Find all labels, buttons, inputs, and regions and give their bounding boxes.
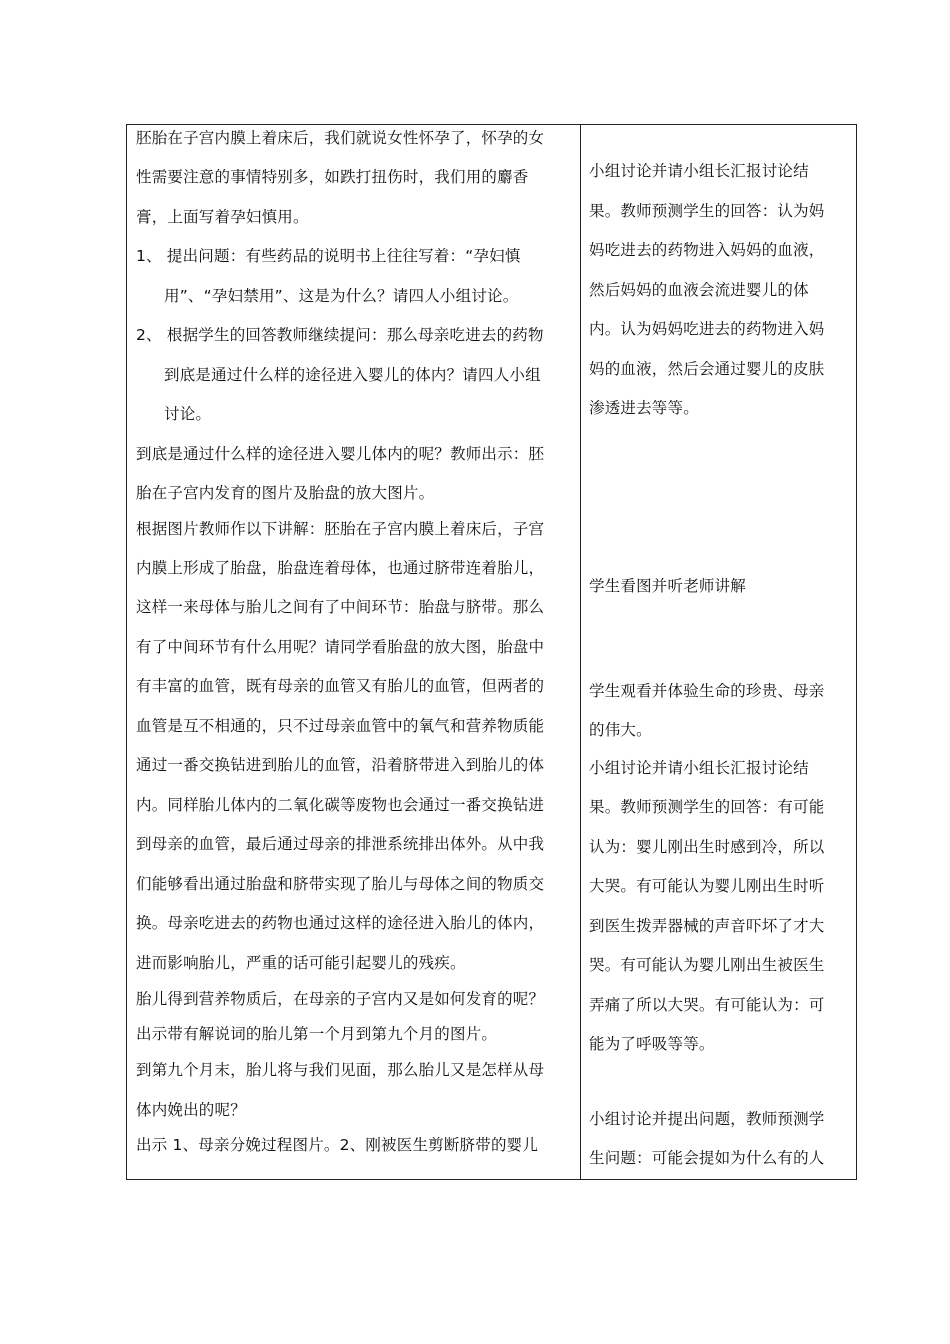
left-line: 讨论。 — [164, 405, 212, 423]
right-line: 大哭。有可能认为婴儿刚出生时听 — [589, 877, 825, 895]
left-line: 胎儿得到营养物质后，在母亲的子宫内又是如何发育的呢？ — [136, 990, 545, 1008]
left-line: 换。母亲吃进去的药物也通过这样的途径进入胎儿的体内， — [136, 914, 545, 932]
left-line: 内。同样胎儿体内的二氧化碳等废物也会通过一番交换钻进 — [136, 796, 545, 814]
teacher-activity-column — [127, 124, 579, 1180]
left-line: 到底是通过什么样的途径进入婴儿的体内？请四人小组 — [164, 366, 541, 384]
left-line: 血管是互不相通的，只不过母亲血管中的氧气和营养物质能 — [136, 717, 545, 735]
right-line: 渗透进去等等。 — [589, 399, 699, 417]
right-line: 生问题：可能会提如为什么有的人 — [589, 1149, 825, 1167]
right-line: 小组讨论并请小组长汇报讨论结 — [589, 759, 809, 777]
left-line: 有了中间环节有什么用呢？请同学看胎盘的放大图，胎盘中 — [136, 638, 545, 656]
right-line: 妈吃进去的药物进入妈妈的血液， — [589, 241, 825, 259]
left-line: 膏，上面写着孕妇慎用。 — [136, 208, 309, 226]
left-line: 用”、“孕妇禁用”、这是为什么？请四人小组讨论。 — [164, 287, 519, 305]
left-line: 这样一来母体与胎儿之间有了中间环节：胎盘与脐带。那么 — [136, 598, 545, 616]
left-line: 胎在子宫内发育的图片及胎盘的放大图片。 — [136, 484, 435, 502]
left-line: 出示带有解说词的胎儿第一个月到第九个月的图片。 — [136, 1025, 498, 1043]
right-line: 小组讨论并请小组长汇报讨论结 — [589, 162, 809, 180]
left-line: 内膜上形成了胎盘，胎盘连着母体，也通过脐带连着胎儿， — [136, 559, 545, 577]
right-line: 学生看图并听老师讲解 — [589, 577, 747, 595]
right-line: 妈的血液，然后会通过婴儿的皮肤 — [589, 360, 825, 378]
right-line: 果。教师预测学生的回答：认为妈 — [589, 202, 825, 220]
right-line: 哭。有可能认为婴儿刚出生被医生 — [589, 956, 825, 974]
right-line: 果。教师预测学生的回答：有可能 — [589, 798, 825, 816]
right-line: 认为：婴儿刚出生时感到冷，所以 — [589, 838, 825, 856]
right-line: 弄痛了所以大哭。有可能认为：可 — [589, 996, 825, 1014]
left-line: 2、 根据学生的回答教师继续提问：那么母亲吃进去的药物 — [136, 326, 544, 344]
left-line: 出示 1、母亲分娩过程图片。2、刚被医生剪断脐带的婴儿 — [136, 1136, 539, 1154]
right-line: 小组讨论并提出问题，教师预测学 — [589, 1110, 825, 1128]
left-line: 进而影响胎儿，严重的话可能引起婴儿的残疾。 — [136, 954, 466, 972]
left-line: 们能够看出通过胎盘和脐带实现了胎儿与母体之间的物质交 — [136, 875, 545, 893]
column-divider — [580, 124, 581, 1180]
student-activity-column — [582, 124, 856, 1180]
left-line: 体内娩出的呢？ — [136, 1101, 246, 1119]
right-line: 学生观看并体验生命的珍贵、母亲 — [589, 682, 825, 700]
left-line: 到母亲的血管，最后通过母亲的排泄系统排出体外。从中我 — [136, 835, 545, 853]
left-line: 到第九个月末，胎儿将与我们见面，那么胎儿又是怎样从母 — [136, 1061, 545, 1079]
left-line: 通过一番交换钻进到胎儿的血管，沿着脐带进入到胎儿的体 — [136, 756, 545, 774]
right-line: 的伟大。 — [589, 721, 652, 739]
left-line: 1、 提出问题：有些药品的说明书上往往写着：“孕妇慎 — [136, 247, 521, 265]
left-line: 胚胎在子宫内膜上着床后，我们就说女性怀孕了，怀孕的女 — [136, 129, 545, 147]
left-line: 性需要注意的事情特别多，如跌打扭伤时，我们用的麝香 — [136, 168, 529, 186]
right-line: 内。认为妈妈吃进去的药物进入妈 — [589, 320, 825, 338]
left-line: 根据图片教师作以下讲解：胚胎在子宫内膜上着床后，子宫 — [136, 520, 545, 538]
left-line: 有丰富的血管，既有母亲的血管又有胎儿的血管，但两者的 — [136, 677, 545, 695]
right-line: 然后妈妈的血液会流进婴儿的体 — [589, 281, 809, 299]
right-line: 到医生拨弄器械的声音吓坏了才大 — [589, 917, 825, 935]
left-line: 到底是通过什么样的途径进入婴儿体内的呢？教师出示：胚 — [136, 445, 545, 463]
right-line: 能为了呼吸等等。 — [589, 1035, 715, 1053]
